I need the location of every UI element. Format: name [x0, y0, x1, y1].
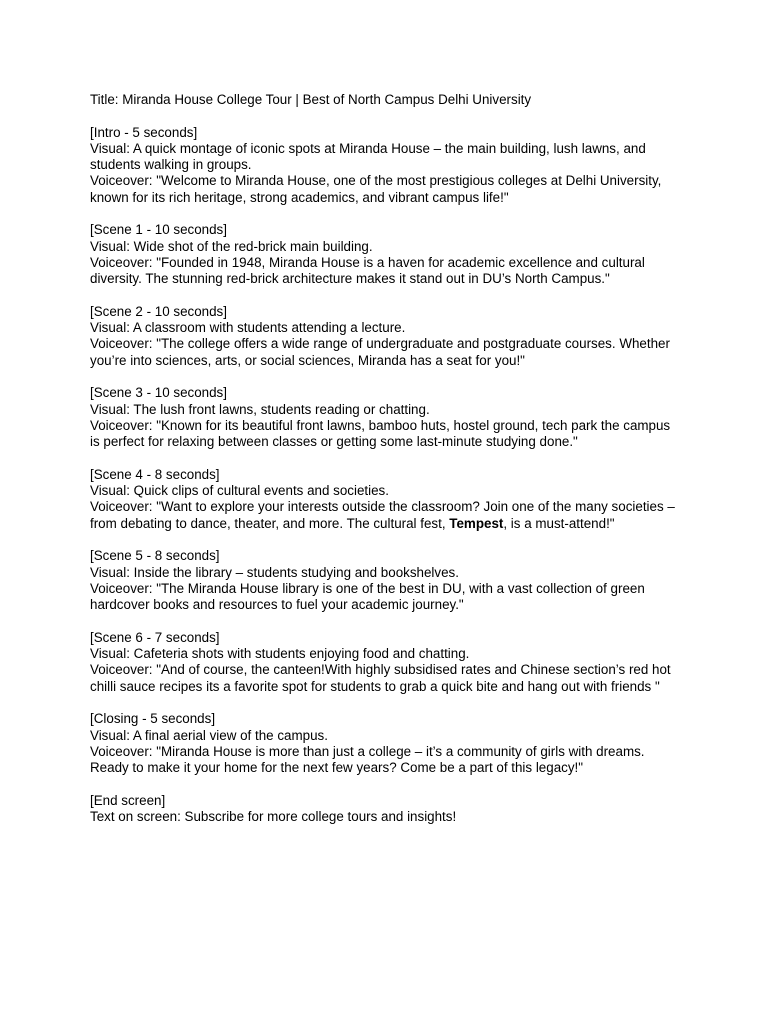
spacer — [90, 695, 680, 711]
spacer — [90, 776, 680, 792]
section-header: [End screen] — [90, 792, 166, 808]
spacer — [90, 369, 680, 385]
section-closing — [90, 711, 680, 776]
section-header: [Scene 2 - 10 seconds] — [90, 303, 227, 319]
visual-text: Visual: Wide shot of the red-brick main building. — [90, 238, 373, 254]
visual-text: Visual: Cafeteria shots with students enjoying food and chatting. — [90, 646, 470, 662]
section-header: [Scene 6 - 7 seconds] — [90, 629, 220, 645]
spacer — [90, 451, 680, 467]
section-header: [Scene 3 - 10 seconds] — [90, 385, 227, 401]
section-header: [Scene 5 - 8 seconds] — [90, 548, 220, 564]
section-scene-1 — [90, 222, 680, 287]
section-scene-6 — [90, 630, 680, 695]
section-header: [Intro - 5 seconds] — [90, 124, 198, 140]
spacer — [90, 288, 680, 304]
voiceover-text: Voiceover: "Welcome to Miranda House, one of the most prestigious colleges at Delhi University, known for its rich heritage, strong academics, and vibrant campus life!" — [90, 173, 662, 205]
voiceover-text: Voiceover: "The Miranda House library is one of the best in DU, with a vast collection of green hardcover books and resources to fuel your academic journey." — [90, 580, 645, 613]
voiceover-text-part: , is a must-attend!" — [503, 515, 615, 531]
spacer — [90, 532, 680, 548]
section-header: [Scene 4 - 8 seconds] — [90, 466, 220, 482]
voiceover-text — [90, 499, 680, 532]
document-title: Title: Miranda House College Tour | Best of North Campus Delhi University — [90, 92, 532, 107]
visual-text: Visual: Quick clips of cultural events and societies. — [90, 483, 389, 499]
voiceover-text: Voiceover: "Miranda House is more than just a college – it’s a community of girls with dreams. Ready to make it your home for the next few years? Come be a part of this legacy!" — [90, 743, 645, 776]
document-page — [90, 92, 680, 825]
visual-text: Visual: The lush front lawns, students reading or chatting. — [90, 401, 430, 417]
voiceover-text-part: Voiceover: "Want to explore your interests outside the classroom? Join one of the many societies – from debating to dance, theater, and more. The cultural fest, — [90, 499, 675, 531]
section-scene-4 — [90, 467, 680, 532]
section-scene-3 — [90, 385, 680, 450]
end-screen-text: Text on screen: Subscribe for more college tours and insights! — [90, 809, 457, 825]
section-scene-2 — [90, 304, 680, 369]
section-header: [Closing - 5 seconds] — [90, 711, 216, 727]
spacer — [90, 108, 680, 124]
visual-text: Visual: A final aerial view of the campus. — [90, 727, 328, 743]
visual-text: Visual: Inside the library – students studying and bookshelves. — [90, 564, 459, 580]
visual-text: Visual: A classroom with students attending a lecture. — [90, 320, 406, 336]
spacer — [90, 206, 680, 222]
voiceover-text: Voiceover: "Founded in 1948, Miranda House is a haven for academic excellence and cultural diversity. The stunning red-brick architecture makes it stand out in DU’s North Campus." — [90, 254, 645, 287]
section-end-screen — [90, 793, 680, 826]
fest-name: Tempest — [449, 515, 504, 531]
visual-text: Visual: A quick montage of iconic spots at Miranda House – the main building, lush lawns, and students walking in groups. — [90, 140, 646, 173]
voiceover-text: Voiceover: "And of course, the canteen!With highly subsidised rates and Chinese section’s red hot chilli sauce recipes its a favorite spot for students to grab a quick bite and hang out with friends " — [90, 662, 671, 694]
section-header: [Scene 1 - 10 seconds] — [90, 222, 227, 238]
spacer — [90, 614, 680, 630]
section-intro — [90, 125, 680, 206]
voiceover-text: Voiceover: "The college offers a wide range of undergraduate and postgraduate courses. Whether you’re into sciences, arts, or social sciences, Miranda has a seat for you!" — [90, 336, 670, 368]
voiceover-text: Voiceover: "Known for its beautiful front lawns, bamboo huts, hostel ground, tech park the campus is perfect for relaxing between classes or getting some last-minute studying done." — [90, 417, 671, 450]
section-scene-5 — [90, 548, 680, 613]
